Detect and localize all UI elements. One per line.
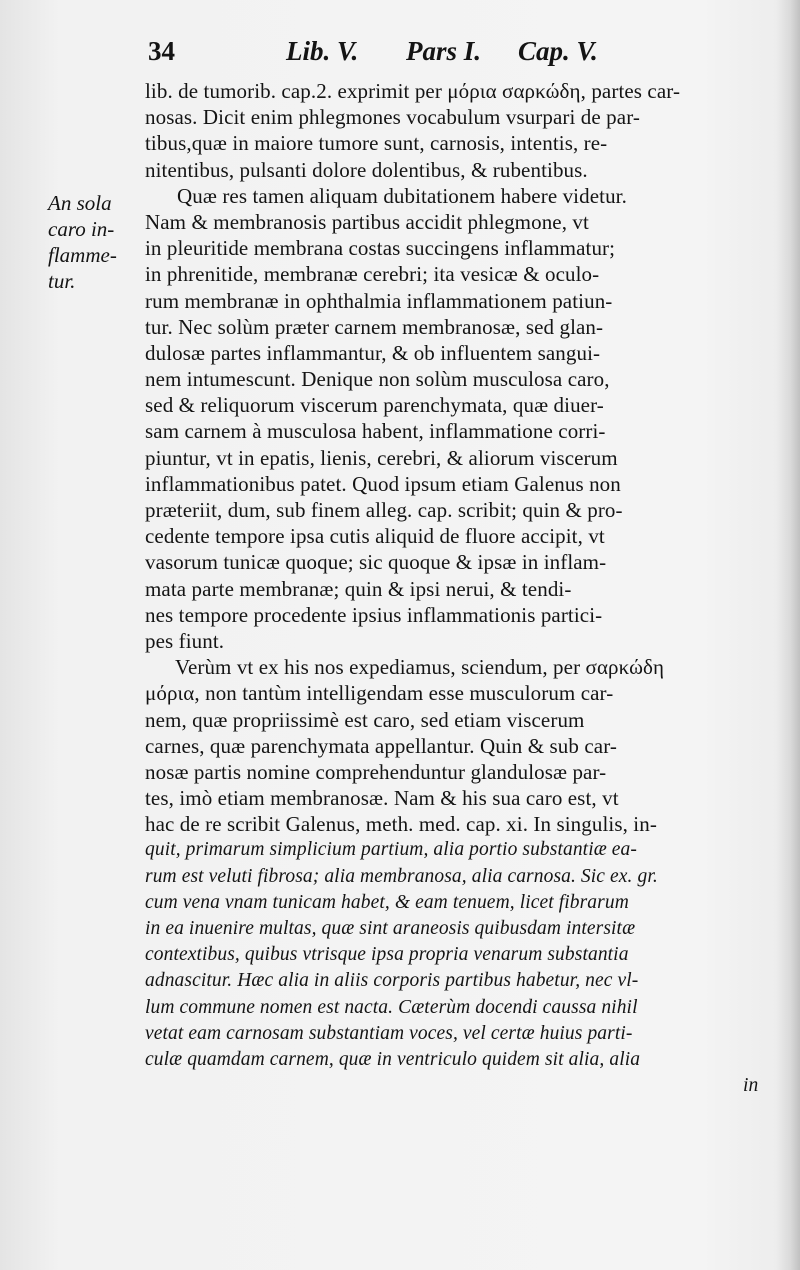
text-line: sed & reliquorum viscerum parenchymata, quæ diuer- xyxy=(145,393,604,418)
text-line: cum vena vnam tunicam habet, & eam tenuem, licet fibrarum xyxy=(145,891,629,913)
text-line: nosas. Dicit enim phlegmones vocabulum vsurpari de par- xyxy=(145,105,640,130)
text-line: rum est veluti fibrosa; alia membranosa, alia carnosa. Sic ex. gr. xyxy=(145,865,658,887)
text-line: cedente tempore ipsa cutis aliquid de fluore accipit, vt xyxy=(145,524,605,549)
text-line: dulosæ partes inflammantur, & ob influentem sangui- xyxy=(145,340,601,365)
text-line: Quæ res tamen aliquam dubitationem habere videtur. xyxy=(177,183,627,208)
text-body xyxy=(145,78,780,1099)
text-line: inflammationibus patet. Quod ipsum etiam Galenus non xyxy=(145,471,621,496)
text-line: in phrenitide, membranæ cerebri; ita vesicæ & oculo- xyxy=(145,262,600,287)
text-line: culæ quamdam carnem, quæ in ventriculo quidem sit alia, alia xyxy=(145,1048,641,1070)
text-line: Verùm vt ex his nos expediamus, sciendum, per σαρκώδη xyxy=(175,655,665,680)
margin-line: caro in- xyxy=(48,217,115,241)
margin-line: flamme- xyxy=(48,243,117,267)
text-line: nosæ partis nomine comprehenduntur glandulosæ par- xyxy=(145,759,607,784)
text-line: vasorum tunicæ quoque; sic quoque & ipsæ in inflam- xyxy=(145,550,607,575)
text-line: piuntur, vt in epatis, lienis, cerebri, & aliorum viscerum xyxy=(145,445,618,470)
text-line: lum commune nomen est nacta. Cæterùm docendi caussa nihil xyxy=(145,996,638,1018)
text-line: præteriit, dum, sub finem alleg. cap. scribit; quin & pro- xyxy=(145,498,623,522)
header-chapter: Cap. V. xyxy=(518,36,598,66)
text-line: sam carnem à musculosa habent, inflammatione corri- xyxy=(145,419,606,444)
text-line: mata parte membranæ; quin & ipsi nerui, & tendi- xyxy=(145,576,572,601)
text-line: Nam & membranosis partibus accidit phlegmone, vt xyxy=(145,209,589,234)
text-line: in pleuritide membrana costas succingens inflammatur; xyxy=(145,236,616,261)
text-line: nes tempore procedente ipsius inflammationis partici- xyxy=(145,602,603,627)
text-line: rum membranæ in ophthalmia inflammationem patiun- xyxy=(145,288,613,313)
margin-line: tur. xyxy=(48,269,76,293)
text-line: adnascitur. Hæc alia in aliis corporis partibus habetur, nec vl- xyxy=(145,970,639,992)
text-line: contextibus, quibus vtrisque ipsa propria venarum substantia xyxy=(145,944,629,966)
header-book: Lib. V. xyxy=(286,36,359,66)
text-line: nem intumescunt. Denique non solùm musculosa caro, xyxy=(145,367,610,392)
text-line: tibus,quæ in maiore tumore sunt, carnosis, intentis, re- xyxy=(145,131,608,156)
catchword: in xyxy=(743,1075,759,1097)
page-edge-shadow xyxy=(776,0,800,1270)
margin-line: An sola xyxy=(48,191,112,215)
page-number: 34 xyxy=(148,36,175,66)
text-line: lib. de tumorib. cap.2. exprimit per μόρια σαρκώδη, partes car- xyxy=(145,79,681,103)
text-line: carnes, quæ parenchymata appellantur. Quin & sub car- xyxy=(145,733,617,758)
running-header xyxy=(148,36,668,72)
text-line: vetat eam carnosam substantiam voces, vel certæ huius parti- xyxy=(145,1022,633,1044)
text-line: pes fiunt. xyxy=(145,628,225,653)
text-line: nitentibus, pulsanti dolore dolentibus, & rubentibus. xyxy=(145,157,588,182)
text-line: in ea inuenire multas, quæ sint araneosis quibusdam intersitæ xyxy=(145,918,636,939)
text-line: tur. Nec solùm præter carnem membranosæ, sed glan- xyxy=(145,314,604,339)
text-line: μόρια, non tantùm intelligendam esse musculorum car- xyxy=(145,681,614,706)
text-line: quit, primarum simplicium partium, alia portio substantiæ ea- xyxy=(145,839,637,861)
marginal-note xyxy=(48,190,148,294)
header-part: Pars I. xyxy=(406,36,482,66)
text-line: hac de re scribit Galenus, meth. med. cap. xi. In singulis, in- xyxy=(145,812,657,837)
text-line: tes, imò etiam membranosæ. Nam & his sua caro est, vt xyxy=(145,786,619,811)
text-line: nem, quæ propriissimè est caro, sed etiam viscerum xyxy=(145,707,585,732)
